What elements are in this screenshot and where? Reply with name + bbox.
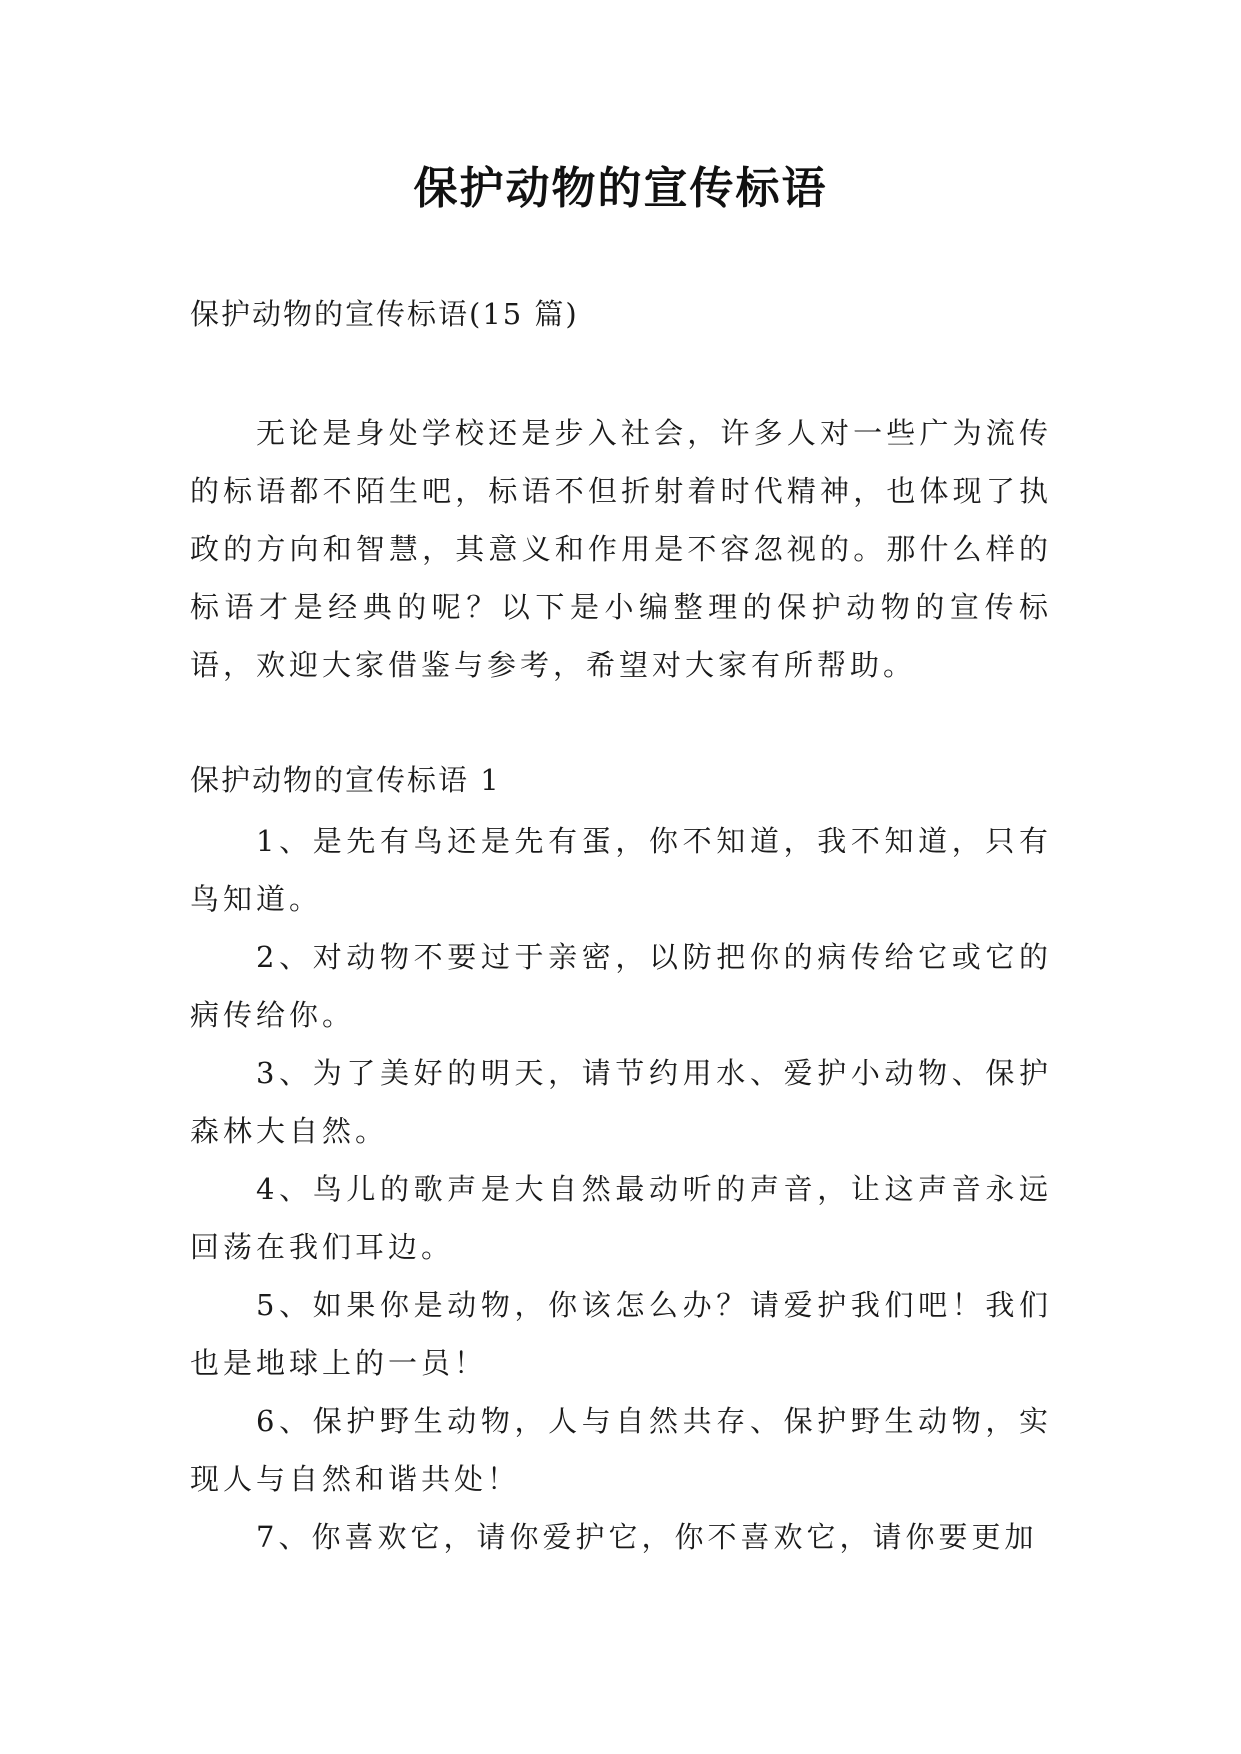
- slogan-item: 4、鸟儿的歌声是大自然最动听的声音，让这声音永远回荡在我们耳边。: [190, 1172, 1052, 1264]
- slogan-item: 1、是先有鸟还是先有蛋，你不知道，我不知道，只有鸟知道。: [190, 824, 1052, 916]
- document-subtitle: 保护动物的宣传标语(15 篇): [190, 297, 579, 331]
- slogan-item: 5、如果你是动物，你该怎么办？请爱护我们吧！我们也是地球上的一员！: [190, 1288, 1052, 1380]
- intro-paragraph: 无论是身处学校还是步入社会，许多人对一些广为流传的标语都不陌生吧，标语不但折射着时代精神，也体现了执政的方向和智慧，其意义和作用是不容忽视的。那什么样的标语才是经典的呢？以下是小编整理的保护动物的宣传标语，欢迎大家借鉴与参考，希望对大家有所帮助。: [190, 416, 1052, 682]
- slogan-item: 2、对动物不要过于亲密，以防把你的病传给它或它的病传给你。: [190, 940, 1052, 1032]
- slogan-item: 3、为了美好的明天，请节约用水、爱护小动物、保护森林大自然。: [190, 1056, 1052, 1148]
- slogan-item: 7、你喜欢它，请你爱护它，你不喜欢它，请你要更加: [256, 1520, 1038, 1554]
- section-heading: 保护动物的宣传标语 1: [190, 763, 501, 797]
- slogan-list: [190, 812, 1052, 1566]
- page-title: 保护动物的宣传标语: [413, 163, 828, 214]
- slogan-item: 6、保护野生动物，人与自然共存、保护野生动物，实现人与自然和谐共处！: [190, 1404, 1052, 1496]
